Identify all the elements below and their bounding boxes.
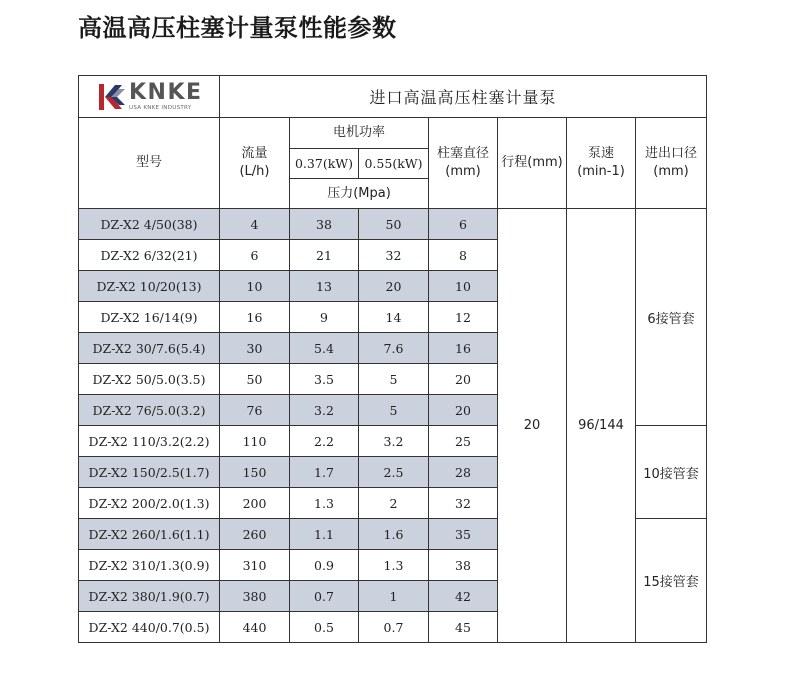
pressure-037-cell: 21 — [290, 240, 359, 271]
pressure-055-cell: 1 — [359, 581, 429, 612]
spec-table — [78, 75, 707, 643]
flow-cell: 380 — [220, 581, 290, 612]
model-cell: DZ-X2 4/50(38) — [79, 209, 220, 240]
flow-cell: 110 — [220, 426, 290, 457]
port-group-10: 10接管套 — [636, 426, 707, 519]
header-stroke: 行程(mm) — [498, 118, 567, 209]
flow-cell: 150 — [220, 457, 290, 488]
pressure-055-cell: 0.7 — [359, 612, 429, 643]
header-flow-line1: 流量 — [241, 146, 268, 161]
speed-value: 96/144 — [567, 209, 636, 643]
model-cell: DZ-X2 6/32(21) — [79, 240, 220, 271]
header-speed — [567, 118, 636, 209]
pressure-055-cell: 7.6 — [359, 333, 429, 364]
page-title: 高温高压柱塞计量泵性能参数 — [78, 14, 397, 42]
pressure-037-cell: 3.5 — [290, 364, 359, 395]
header-speed-line2: (min-1) — [577, 164, 625, 179]
header-plunger-line2: (mm) — [445, 164, 481, 179]
pressure-037-cell: 2.2 — [290, 426, 359, 457]
flow-cell: 4 — [220, 209, 290, 240]
pressure-055-cell: 2 — [359, 488, 429, 519]
plunger-diameter-cell: 38 — [429, 550, 498, 581]
header-port-line2: (mm) — [653, 164, 689, 179]
pressure-037-cell: 38 — [290, 209, 359, 240]
plunger-diameter-cell: 10 — [429, 271, 498, 302]
logo-cell — [79, 76, 220, 118]
pressure-055-cell: 20 — [359, 271, 429, 302]
pressure-037-cell: 0.5 — [290, 612, 359, 643]
pressure-055-cell: 50 — [359, 209, 429, 240]
pressure-055-cell: 32 — [359, 240, 429, 271]
knke-logo — [99, 79, 219, 112]
flow-cell: 6 — [220, 240, 290, 271]
plunger-diameter-cell: 45 — [429, 612, 498, 643]
pressure-037-cell: 9 — [290, 302, 359, 333]
pressure-037-cell: 0.9 — [290, 550, 359, 581]
header-motor-power: 电机功率 — [290, 118, 429, 149]
plunger-diameter-cell: 25 — [429, 426, 498, 457]
plunger-diameter-cell: 42 — [429, 581, 498, 612]
model-cell: DZ-X2 16/14(9) — [79, 302, 220, 333]
pressure-055-cell: 5 — [359, 395, 429, 426]
table-row — [79, 209, 707, 240]
plunger-diameter-cell: 12 — [429, 302, 498, 333]
pressure-055-cell: 5 — [359, 364, 429, 395]
model-cell: DZ-X2 50/5.0(3.5) — [79, 364, 220, 395]
header-port-size — [636, 118, 707, 209]
pressure-037-cell: 0.7 — [290, 581, 359, 612]
model-cell: DZ-X2 260/1.6(1.1) — [79, 519, 220, 550]
flow-cell: 260 — [220, 519, 290, 550]
plunger-diameter-cell: 8 — [429, 240, 498, 271]
plunger-diameter-cell: 16 — [429, 333, 498, 364]
plunger-diameter-cell: 6 — [429, 209, 498, 240]
pressure-037-cell: 13 — [290, 271, 359, 302]
pressure-037-cell: 1.3 — [290, 488, 359, 519]
model-cell: DZ-X2 30/7.6(5.4) — [79, 333, 220, 364]
model-cell: DZ-X2 110/3.2(2.2) — [79, 426, 220, 457]
plunger-diameter-cell: 28 — [429, 457, 498, 488]
pressure-055-cell: 14 — [359, 302, 429, 333]
header-speed-line1: 泵速 — [587, 146, 614, 161]
header-flow-line2: (L/h) — [239, 164, 270, 179]
header-plunger-line1: 柱塞直径 — [436, 146, 489, 161]
model-cell: DZ-X2 200/2.0(1.3) — [79, 488, 220, 519]
flow-cell: 30 — [220, 333, 290, 364]
header-power-037: 0.37(kW) — [290, 149, 359, 179]
stroke-value: 20 — [498, 209, 567, 643]
flow-cell: 16 — [220, 302, 290, 333]
port-group-15: 15接管套 — [636, 519, 707, 643]
port-group-6: 6接管套 — [636, 209, 707, 426]
header-port-line1: 进出口径 — [644, 146, 697, 161]
pressure-037-cell: 3.2 — [290, 395, 359, 426]
header-pressure: 压力(Mpa) — [290, 179, 429, 209]
plunger-diameter-cell: 35 — [429, 519, 498, 550]
logo-wordmark: KNKE — [129, 79, 203, 105]
pressure-055-cell: 1.6 — [359, 519, 429, 550]
model-cell: DZ-X2 380/1.9(0.7) — [79, 581, 220, 612]
pressure-055-cell: 2.5 — [359, 457, 429, 488]
flow-cell: 440 — [220, 612, 290, 643]
model-cell: DZ-X2 150/2.5(1.7) — [79, 457, 220, 488]
flow-cell: 10 — [220, 271, 290, 302]
model-cell: DZ-X2 310/1.3(0.9) — [79, 550, 220, 581]
flow-cell: 76 — [220, 395, 290, 426]
plunger-diameter-cell: 32 — [429, 488, 498, 519]
pressure-037-cell: 1.7 — [290, 457, 359, 488]
pressure-055-cell: 3.2 — [359, 426, 429, 457]
flow-cell: 310 — [220, 550, 290, 581]
pressure-037-cell: 5.4 — [290, 333, 359, 364]
header-power-055: 0.55(kW) — [359, 149, 429, 179]
plunger-diameter-cell: 20 — [429, 395, 498, 426]
flow-cell: 50 — [220, 364, 290, 395]
flow-cell: 200 — [220, 488, 290, 519]
table-title: 进口高温高压柱塞计量泵 — [220, 76, 707, 118]
header-flow — [220, 118, 290, 209]
logo-subtitle: USA KNKE INDUSTRY — [129, 104, 192, 111]
model-cell: DZ-X2 76/5.0(3.2) — [79, 395, 220, 426]
knke-logo-icon — [99, 82, 125, 112]
pressure-037-cell: 1.1 — [290, 519, 359, 550]
plunger-diameter-cell: 20 — [429, 364, 498, 395]
model-cell: DZ-X2 10/20(13) — [79, 271, 220, 302]
model-cell: DZ-X2 440/0.7(0.5) — [79, 612, 220, 643]
header-plunger-diameter — [429, 118, 498, 209]
header-model: 型号 — [79, 118, 220, 209]
pressure-055-cell: 1.3 — [359, 550, 429, 581]
